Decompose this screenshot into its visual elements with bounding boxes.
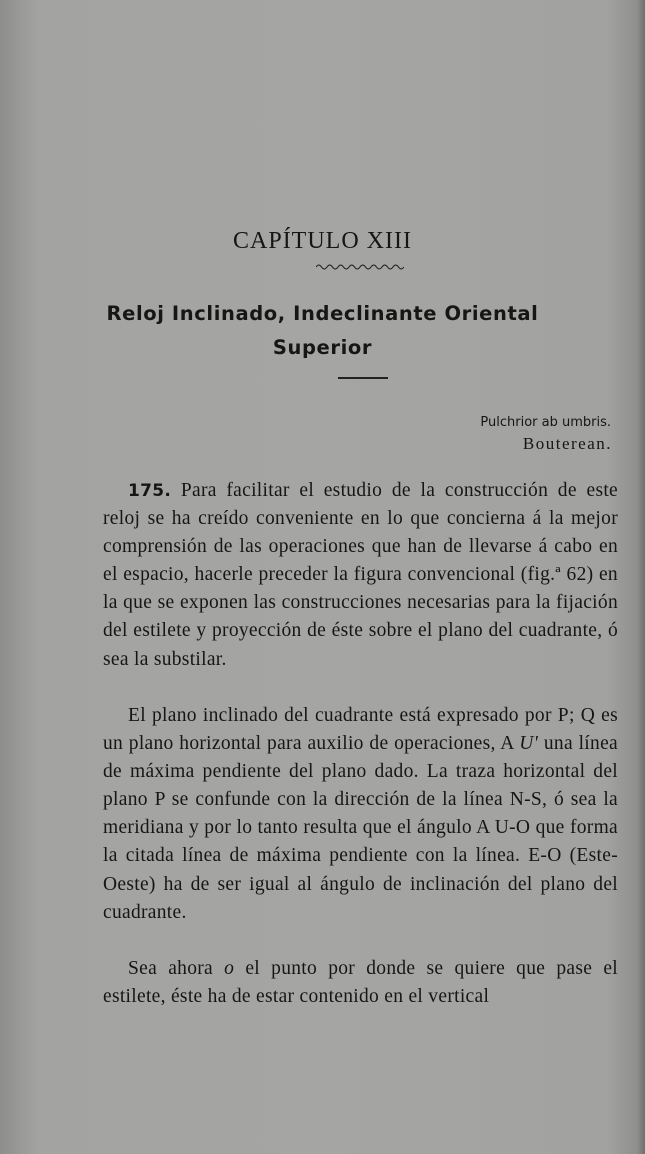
paragraph-text-a: El plano inclinado del cuadrante está expresado por P; Q es un plano horizontal para auxilio de operaciones, A [103, 705, 618, 755]
chapter-title [0, 297, 645, 365]
paragraph-stylus [103, 955, 618, 1011]
paragraph-plane [103, 702, 618, 927]
wavy-ornament [316, 262, 404, 272]
paragraph-italic: o [224, 958, 235, 979]
title-line-1: Reloj Inclinado, Indeclinante Oriental [106, 302, 539, 325]
paragraph-text: Para facilitar el estudio de la construcción de este reloj se ha creído conveniente en lo que concierna á la mejor comprensión de las operaciones que han de llevarse á cabo en el espacio, hacerle preceder la figura convencional (fig.ª 62) en la que se exponen las construcciones necesarias para la fijación del estilete y proyección de éste sobre el plano del cuadrante, ó sea la substilar. [103, 480, 618, 670]
epigraph-quote: Pulchrior ab umbris. [480, 415, 611, 430]
paragraph-italic: U' [519, 733, 539, 755]
title-divider [338, 377, 388, 379]
paragraph-175 [103, 477, 618, 674]
paragraph-text-a: Sea ahora [128, 958, 225, 979]
chapter-heading: CAPÍTULO XIII [233, 228, 412, 254]
paragraph-text-b: una línea de máxima pendiente del plano dado. La traza horizontal del plano P se confunde con la dirección de la línea N-S, ó sea la meridiana y por lo tanto resulta que el ángulo A U-O que forma la citada línea de máxima pendiente con la línea. E-O (Este-Oeste) ha de ser igual al ángulo de inclinación del plano del cuadrante. [103, 733, 618, 923]
epigraph-author: Bouterean. [522, 434, 612, 453]
page-edge [637, 0, 645, 1154]
title-line-2: Superior [272, 336, 373, 359]
paragraph-number: 175. [128, 481, 172, 501]
paragraph-text-b: el punto por donde se quiere que pase el estilete, éste ha de estar contenido en el vertical [103, 958, 619, 1008]
